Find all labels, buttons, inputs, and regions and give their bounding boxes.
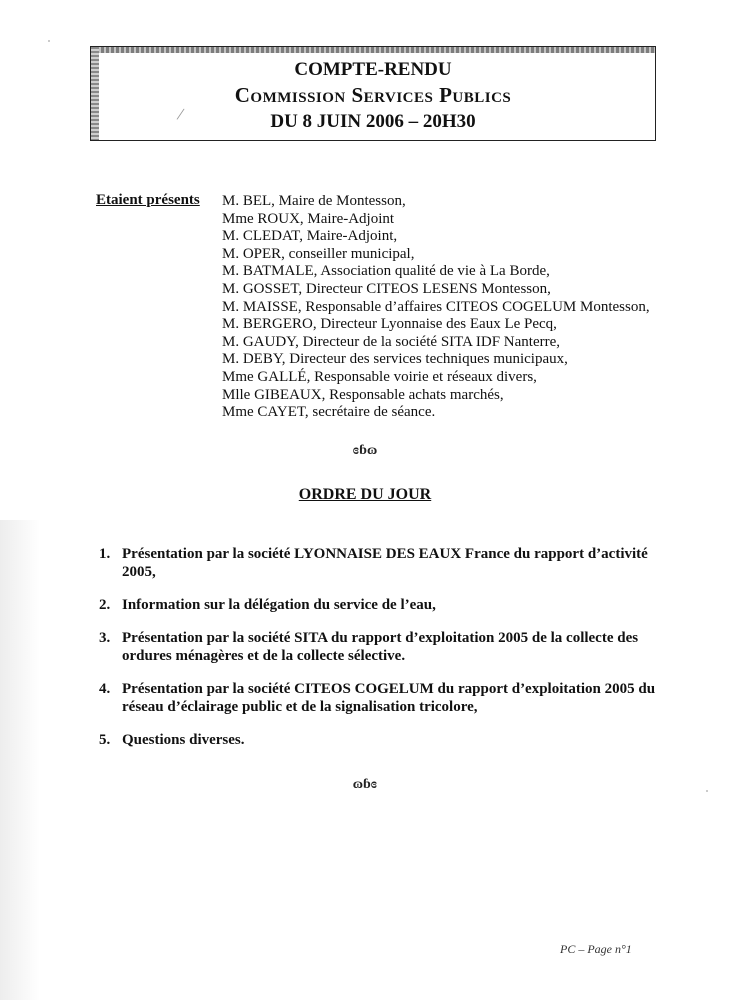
agenda-list [96, 545, 656, 749]
attendance-label: Etaient présents [96, 192, 200, 208]
section-ornament-icon: ɞɓɷ [352, 443, 378, 458]
agenda-item [96, 545, 656, 581]
agenda-item [96, 596, 656, 614]
agenda-item [96, 680, 656, 716]
meeting-date: DU 8 JUIN 2006 – 20H30 [270, 111, 476, 132]
document-title: COMPTE-RENDU [294, 59, 452, 80]
page-number: PC – Page n°1 [560, 942, 632, 956]
agenda-item [96, 731, 656, 749]
attendee-list [222, 193, 650, 422]
agenda-title: ORDRE DU JOUR [298, 486, 432, 503]
section-ornament-icon: ɷɓɞ [352, 777, 378, 792]
agenda-text: Questions diverses. [122, 732, 245, 748]
agenda-number: 4. [99, 681, 111, 697]
attendee: Mme GALLÉ, Responsable voirie et réseaux divers, [222, 368, 537, 385]
attendee: M. OPER, conseiller municipal, [222, 245, 415, 262]
agenda-item [96, 629, 656, 665]
agenda-text: Information sur la délégation du service de l’eau, [122, 597, 436, 613]
attendee: Mme CAYET, secrétaire de séance. [222, 404, 436, 421]
title-box [90, 46, 656, 141]
agenda-number: 2. [99, 597, 111, 613]
attendee: M. GAUDY, Directeur de la société SITA IDF Nanterre, [222, 333, 561, 350]
attendee: Mlle GIBEAUX, Responsable achats marchés, [222, 386, 504, 403]
scan-edge-top [91, 47, 655, 53]
commission-name: Commission Services Publics [234, 83, 512, 107]
agenda-text: Présentation par la société CITEOS COGELUM du rapport d’exploitation 2005 du réseau d’éclairage public et de la signalisation tricolore, [122, 681, 656, 715]
agenda-number: 3. [99, 630, 111, 646]
attendee: M. MAISSE, Responsable d’affaires CITEOS COGELUM Montesson, [222, 298, 650, 315]
attendee: M. BEL, Maire de Montesson, [222, 193, 406, 209]
scan-shadow [0, 520, 40, 1000]
attendee: Mme ROUX, Maire-Adjoint [222, 210, 395, 227]
agenda-number: 5. [99, 732, 111, 748]
agenda-text: Présentation par la société SITA du rapport d’exploitation 2005 de la collecte des ordures ménagères et de la collecte sélective. [122, 630, 639, 664]
attendee: M. DEBY, Directeur des services techniques municipaux, [222, 351, 568, 368]
attendee: M. GOSSET, Directeur CITEOS LESENS Montesson, [222, 280, 551, 297]
scan-mark-icon: / [175, 103, 186, 125]
attendee: M. BATMALE, Association qualité de vie à La Borde, [222, 263, 550, 280]
scan-speck [48, 40, 50, 42]
agenda-number: 1. [99, 546, 111, 562]
agenda-text: Présentation par la société LYONNAISE DES EAUX France du rapport d’activité 2005, [122, 546, 648, 580]
attendee: M. BERGERO, Directeur Lyonnaise des Eaux Le Pecq, [222, 316, 557, 333]
attendee: M. CLEDAT, Maire-Adjoint, [222, 228, 398, 245]
